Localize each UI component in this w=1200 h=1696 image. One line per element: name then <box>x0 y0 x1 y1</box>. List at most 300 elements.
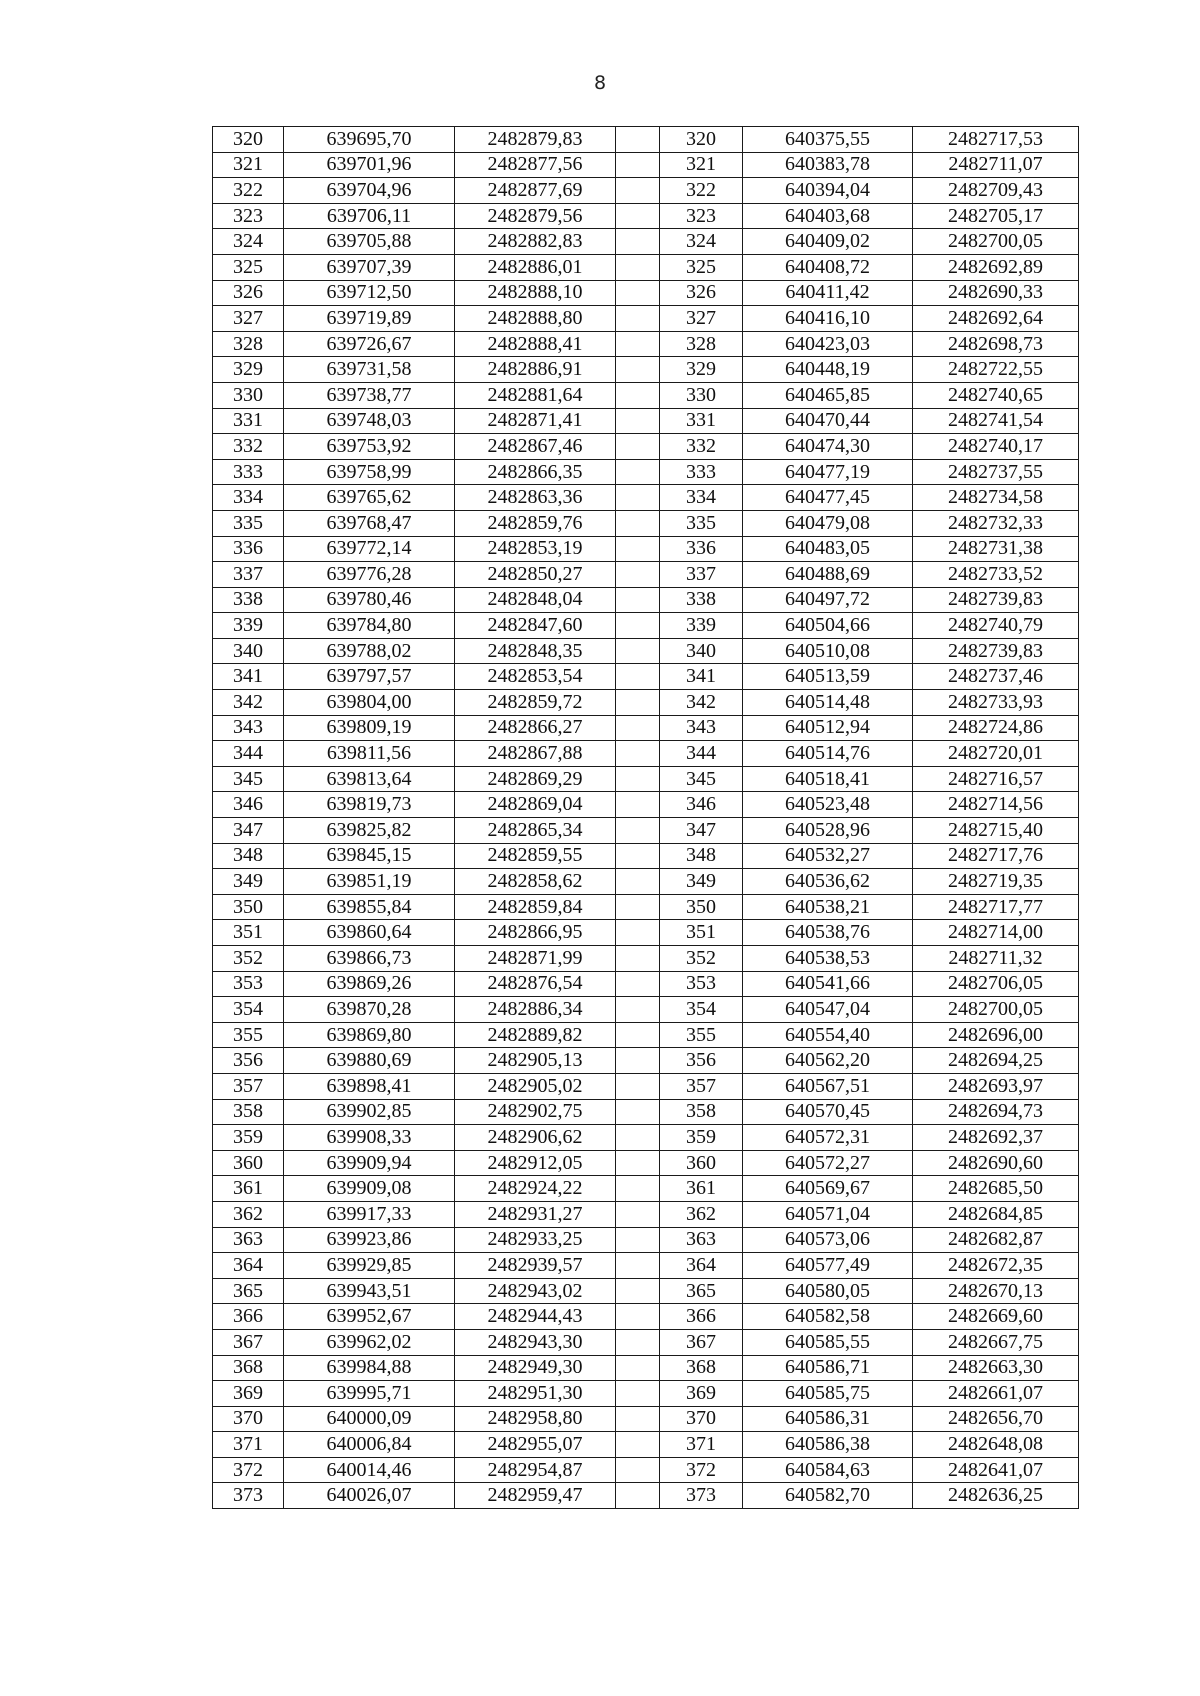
table-row <box>213 1406 1079 1432</box>
point-number-cell: 366 <box>213 1304 284 1330</box>
y-coordinate-cell: 2482867,88 <box>455 741 616 767</box>
point-number-cell: 345 <box>213 766 284 792</box>
x-coordinate-cell: 640572,31 <box>743 1125 913 1151</box>
y-coordinate-cell: 2482731,38 <box>913 536 1079 562</box>
y-coordinate-cell: 2482692,64 <box>913 306 1079 332</box>
table-row <box>213 1253 1079 1279</box>
y-coordinate-cell: 2482706,05 <box>913 971 1079 997</box>
table-row <box>213 843 1079 869</box>
y-coordinate-cell: 2482709,43 <box>913 178 1079 204</box>
blank-cell <box>616 1150 660 1176</box>
y-coordinate-cell: 2482859,76 <box>455 510 616 536</box>
blank-cell <box>616 434 660 460</box>
x-coordinate-cell: 640403,68 <box>743 203 913 229</box>
point-number-cell: 365 <box>213 1278 284 1304</box>
table-row <box>213 1201 1079 1227</box>
y-coordinate-cell: 2482690,33 <box>913 280 1079 306</box>
point-number-cell: 363 <box>660 1227 743 1253</box>
blank-cell <box>616 1201 660 1227</box>
x-coordinate-cell: 640512,94 <box>743 715 913 741</box>
point-number-cell: 346 <box>660 792 743 818</box>
blank-cell <box>616 792 660 818</box>
blank-cell <box>616 178 660 204</box>
x-coordinate-cell: 639952,67 <box>284 1304 455 1330</box>
point-number-cell: 356 <box>660 1048 743 1074</box>
y-coordinate-cell: 2482869,29 <box>455 766 616 792</box>
table-row <box>213 459 1079 485</box>
y-coordinate-cell: 2482667,75 <box>913 1329 1079 1355</box>
y-coordinate-cell: 2482882,83 <box>455 229 616 255</box>
x-coordinate-cell: 639929,85 <box>284 1253 455 1279</box>
y-coordinate-cell: 2482959,47 <box>455 1483 616 1509</box>
y-coordinate-cell: 2482871,41 <box>455 408 616 434</box>
point-number-cell: 360 <box>213 1150 284 1176</box>
x-coordinate-cell: 640488,69 <box>743 562 913 588</box>
point-number-cell: 369 <box>213 1381 284 1407</box>
table-row <box>213 1278 1079 1304</box>
point-number-cell: 326 <box>213 280 284 306</box>
point-number-cell: 347 <box>660 818 743 844</box>
x-coordinate-cell: 640409,02 <box>743 229 913 255</box>
y-coordinate-cell: 2482859,84 <box>455 894 616 920</box>
point-number-cell: 341 <box>213 664 284 690</box>
page-number: 8 <box>593 72 607 94</box>
x-coordinate-cell: 640416,10 <box>743 306 913 332</box>
point-number-cell: 359 <box>660 1125 743 1151</box>
x-coordinate-cell: 640585,75 <box>743 1381 913 1407</box>
y-coordinate-cell: 2482739,83 <box>913 638 1079 664</box>
point-number-cell: 363 <box>213 1227 284 1253</box>
y-coordinate-cell: 2482700,05 <box>913 997 1079 1023</box>
y-coordinate-cell: 2482888,41 <box>455 331 616 357</box>
x-coordinate-cell: 640585,55 <box>743 1329 913 1355</box>
point-number-cell: 364 <box>213 1253 284 1279</box>
table-row <box>213 766 1079 792</box>
table-row <box>213 638 1079 664</box>
point-number-cell: 353 <box>213 971 284 997</box>
point-number-cell: 337 <box>660 562 743 588</box>
point-number-cell: 341 <box>660 664 743 690</box>
x-coordinate-cell: 639705,88 <box>284 229 455 255</box>
x-coordinate-cell: 639706,11 <box>284 203 455 229</box>
point-number-cell: 354 <box>660 997 743 1023</box>
y-coordinate-cell: 2482869,04 <box>455 792 616 818</box>
blank-cell <box>616 1073 660 1099</box>
point-number-cell: 344 <box>213 741 284 767</box>
x-coordinate-cell: 639825,82 <box>284 818 455 844</box>
table-row <box>213 1355 1079 1381</box>
blank-cell <box>616 766 660 792</box>
point-number-cell: 373 <box>213 1483 284 1509</box>
point-number-cell: 371 <box>660 1432 743 1458</box>
x-coordinate-cell: 640383,78 <box>743 152 913 178</box>
table-row <box>213 1048 1079 1074</box>
x-coordinate-cell: 639809,19 <box>284 715 455 741</box>
point-number-cell: 322 <box>660 178 743 204</box>
y-coordinate-cell: 2482951,30 <box>455 1381 616 1407</box>
y-coordinate-cell: 2482933,25 <box>455 1227 616 1253</box>
point-number-cell: 331 <box>213 408 284 434</box>
y-coordinate-cell: 2482741,54 <box>913 408 1079 434</box>
table-row <box>213 1150 1079 1176</box>
y-coordinate-cell: 2482888,10 <box>455 280 616 306</box>
blank-cell <box>616 510 660 536</box>
point-number-cell: 320 <box>660 127 743 153</box>
table-row <box>213 203 1079 229</box>
y-coordinate-cell: 2482905,02 <box>455 1073 616 1099</box>
point-number-cell: 351 <box>660 920 743 946</box>
y-coordinate-cell: 2482694,25 <box>913 1048 1079 1074</box>
y-coordinate-cell: 2482717,76 <box>913 843 1079 869</box>
table-row <box>213 152 1079 178</box>
y-coordinate-cell: 2482724,86 <box>913 715 1079 741</box>
x-coordinate-cell: 640026,07 <box>284 1483 455 1509</box>
y-coordinate-cell: 2482877,56 <box>455 152 616 178</box>
point-number-cell: 332 <box>213 434 284 460</box>
point-number-cell: 369 <box>660 1381 743 1407</box>
x-coordinate-cell: 640532,27 <box>743 843 913 869</box>
x-coordinate-cell: 640580,05 <box>743 1278 913 1304</box>
x-coordinate-cell: 639995,71 <box>284 1381 455 1407</box>
y-coordinate-cell: 2482848,04 <box>455 587 616 613</box>
y-coordinate-cell: 2482694,73 <box>913 1099 1079 1125</box>
point-number-cell: 351 <box>213 920 284 946</box>
x-coordinate-cell: 639860,64 <box>284 920 455 946</box>
blank-cell <box>616 1304 660 1330</box>
point-number-cell: 349 <box>660 869 743 895</box>
x-coordinate-cell: 639870,28 <box>284 997 455 1023</box>
point-number-cell: 368 <box>213 1355 284 1381</box>
point-number-cell: 339 <box>213 613 284 639</box>
x-coordinate-cell: 639804,00 <box>284 690 455 716</box>
x-coordinate-cell: 640538,53 <box>743 946 913 972</box>
y-coordinate-cell: 2482848,35 <box>455 638 616 664</box>
x-coordinate-cell: 640474,30 <box>743 434 913 460</box>
table-row <box>213 690 1079 716</box>
blank-cell <box>616 1227 660 1253</box>
x-coordinate-cell: 640586,38 <box>743 1432 913 1458</box>
y-coordinate-cell: 2482955,07 <box>455 1432 616 1458</box>
point-number-cell: 370 <box>660 1406 743 1432</box>
point-number-cell: 362 <box>213 1201 284 1227</box>
y-coordinate-cell: 2482722,55 <box>913 357 1079 383</box>
x-coordinate-cell: 640523,48 <box>743 792 913 818</box>
blank-cell <box>616 1176 660 1202</box>
y-coordinate-cell: 2482949,30 <box>455 1355 616 1381</box>
y-coordinate-cell: 2482692,37 <box>913 1125 1079 1151</box>
y-coordinate-cell: 2482871,99 <box>455 946 616 972</box>
x-coordinate-cell: 640582,58 <box>743 1304 913 1330</box>
table-row <box>213 818 1079 844</box>
point-number-cell: 348 <box>660 843 743 869</box>
table-row <box>213 306 1079 332</box>
blank-cell <box>616 382 660 408</box>
point-number-cell: 324 <box>660 229 743 255</box>
table-row <box>213 997 1079 1023</box>
point-number-cell: 353 <box>660 971 743 997</box>
blank-cell <box>616 127 660 153</box>
blank-cell <box>616 1355 660 1381</box>
table-row <box>213 1381 1079 1407</box>
y-coordinate-cell: 2482700,05 <box>913 229 1079 255</box>
blank-cell <box>616 638 660 664</box>
blank-cell <box>616 869 660 895</box>
point-number-cell: 321 <box>213 152 284 178</box>
point-number-cell: 368 <box>660 1355 743 1381</box>
point-number-cell: 335 <box>660 510 743 536</box>
point-number-cell: 356 <box>213 1048 284 1074</box>
y-coordinate-cell: 2482877,69 <box>455 178 616 204</box>
table-row <box>213 1073 1079 1099</box>
table-row <box>213 1227 1079 1253</box>
point-number-cell: 346 <box>213 792 284 818</box>
y-coordinate-cell: 2482684,85 <box>913 1201 1079 1227</box>
point-number-cell: 359 <box>213 1125 284 1151</box>
x-coordinate-cell: 639917,33 <box>284 1201 455 1227</box>
y-coordinate-cell: 2482714,56 <box>913 792 1079 818</box>
y-coordinate-cell: 2482737,46 <box>913 664 1079 690</box>
point-number-cell: 328 <box>213 331 284 357</box>
blank-cell <box>616 587 660 613</box>
table-row <box>213 1304 1079 1330</box>
y-coordinate-cell: 2482954,87 <box>455 1457 616 1483</box>
point-number-cell: 342 <box>213 690 284 716</box>
blank-cell <box>616 1022 660 1048</box>
x-coordinate-cell: 639908,33 <box>284 1125 455 1151</box>
point-number-cell: 340 <box>213 638 284 664</box>
x-coordinate-cell: 640571,04 <box>743 1201 913 1227</box>
y-coordinate-cell: 2482867,46 <box>455 434 616 460</box>
x-coordinate-cell: 640483,05 <box>743 536 913 562</box>
table-row <box>213 1125 1079 1151</box>
table-row <box>213 434 1079 460</box>
point-number-cell: 349 <box>213 869 284 895</box>
blank-cell <box>616 485 660 511</box>
point-number-cell: 355 <box>213 1022 284 1048</box>
table-row <box>213 971 1079 997</box>
point-number-cell: 325 <box>213 254 284 280</box>
point-number-cell: 361 <box>213 1176 284 1202</box>
x-coordinate-cell: 639898,41 <box>284 1073 455 1099</box>
x-coordinate-cell: 639768,47 <box>284 510 455 536</box>
y-coordinate-cell: 2482863,36 <box>455 485 616 511</box>
x-coordinate-cell: 640547,04 <box>743 997 913 1023</box>
x-coordinate-cell: 639855,84 <box>284 894 455 920</box>
point-number-cell: 347 <box>213 818 284 844</box>
blank-cell <box>616 1099 660 1125</box>
x-coordinate-cell: 640510,08 <box>743 638 913 664</box>
y-coordinate-cell: 2482672,35 <box>913 1253 1079 1279</box>
table-row <box>213 485 1079 511</box>
blank-cell <box>616 357 660 383</box>
x-coordinate-cell: 640584,63 <box>743 1457 913 1483</box>
y-coordinate-cell: 2482881,64 <box>455 382 616 408</box>
x-coordinate-cell: 640375,55 <box>743 127 913 153</box>
y-coordinate-cell: 2482692,89 <box>913 254 1079 280</box>
blank-cell <box>616 1278 660 1304</box>
x-coordinate-cell: 639869,26 <box>284 971 455 997</box>
y-coordinate-cell: 2482866,35 <box>455 459 616 485</box>
x-coordinate-cell: 640538,76 <box>743 920 913 946</box>
x-coordinate-cell: 639707,39 <box>284 254 455 280</box>
point-number-cell: 334 <box>213 485 284 511</box>
point-number-cell: 327 <box>213 306 284 332</box>
blank-cell <box>616 920 660 946</box>
point-number-cell: 352 <box>660 946 743 972</box>
blank-cell <box>616 1381 660 1407</box>
x-coordinate-cell: 639719,89 <box>284 306 455 332</box>
x-coordinate-cell: 640497,72 <box>743 587 913 613</box>
point-number-cell: 350 <box>213 894 284 920</box>
blank-cell <box>616 894 660 920</box>
blank-cell <box>616 664 660 690</box>
point-number-cell: 357 <box>660 1073 743 1099</box>
table-row <box>213 1329 1079 1355</box>
y-coordinate-cell: 2482889,82 <box>455 1022 616 1048</box>
point-number-cell: 367 <box>213 1329 284 1355</box>
blank-cell <box>616 741 660 767</box>
y-coordinate-cell: 2482905,13 <box>455 1048 616 1074</box>
x-coordinate-cell: 640538,21 <box>743 894 913 920</box>
point-number-cell: 326 <box>660 280 743 306</box>
x-coordinate-cell: 640586,71 <box>743 1355 913 1381</box>
x-coordinate-cell: 640577,49 <box>743 1253 913 1279</box>
table-row <box>213 510 1079 536</box>
table-row <box>213 1176 1079 1202</box>
y-coordinate-cell: 2482711,07 <box>913 152 1079 178</box>
x-coordinate-cell: 639780,46 <box>284 587 455 613</box>
blank-cell <box>616 229 660 255</box>
point-number-cell: 371 <box>213 1432 284 1458</box>
x-coordinate-cell: 640423,03 <box>743 331 913 357</box>
y-coordinate-cell: 2482888,80 <box>455 306 616 332</box>
y-coordinate-cell: 2482850,27 <box>455 562 616 588</box>
y-coordinate-cell: 2482858,62 <box>455 869 616 895</box>
point-number-cell: 330 <box>213 382 284 408</box>
blank-cell <box>616 1253 660 1279</box>
blank-cell <box>616 1329 660 1355</box>
point-number-cell: 329 <box>213 357 284 383</box>
point-number-cell: 345 <box>660 766 743 792</box>
y-coordinate-cell: 2482715,40 <box>913 818 1079 844</box>
x-coordinate-cell: 640541,66 <box>743 971 913 997</box>
point-number-cell: 338 <box>213 587 284 613</box>
y-coordinate-cell: 2482717,77 <box>913 894 1079 920</box>
y-coordinate-cell: 2482732,33 <box>913 510 1079 536</box>
table-row <box>213 1432 1079 1458</box>
x-coordinate-cell: 640586,31 <box>743 1406 913 1432</box>
y-coordinate-cell: 2482847,60 <box>455 613 616 639</box>
x-coordinate-cell: 639726,67 <box>284 331 455 357</box>
y-coordinate-cell: 2482737,55 <box>913 459 1079 485</box>
blank-cell <box>616 843 660 869</box>
point-number-cell: 327 <box>660 306 743 332</box>
point-number-cell: 337 <box>213 562 284 588</box>
x-coordinate-cell: 639758,99 <box>284 459 455 485</box>
point-number-cell: 358 <box>660 1099 743 1125</box>
y-coordinate-cell: 2482693,97 <box>913 1073 1079 1099</box>
y-coordinate-cell: 2482944,43 <box>455 1304 616 1330</box>
x-coordinate-cell: 639943,51 <box>284 1278 455 1304</box>
y-coordinate-cell: 2482670,13 <box>913 1278 1079 1304</box>
blank-cell <box>616 459 660 485</box>
x-coordinate-cell: 639962,02 <box>284 1329 455 1355</box>
y-coordinate-cell: 2482719,35 <box>913 869 1079 895</box>
y-coordinate-cell: 2482714,00 <box>913 920 1079 946</box>
x-coordinate-cell: 639776,28 <box>284 562 455 588</box>
x-coordinate-cell: 639788,02 <box>284 638 455 664</box>
x-coordinate-cell: 640465,85 <box>743 382 913 408</box>
x-coordinate-cell: 640479,08 <box>743 510 913 536</box>
x-coordinate-cell: 640470,44 <box>743 408 913 434</box>
blank-cell <box>616 1432 660 1458</box>
y-coordinate-cell: 2482859,55 <box>455 843 616 869</box>
y-coordinate-cell: 2482739,83 <box>913 587 1079 613</box>
blank-cell <box>616 818 660 844</box>
x-coordinate-cell: 640514,48 <box>743 690 913 716</box>
y-coordinate-cell: 2482853,54 <box>455 664 616 690</box>
y-coordinate-cell: 2482886,91 <box>455 357 616 383</box>
x-coordinate-cell: 639866,73 <box>284 946 455 972</box>
y-coordinate-cell: 2482734,58 <box>913 485 1079 511</box>
blank-cell <box>616 1406 660 1432</box>
x-coordinate-cell: 640477,19 <box>743 459 913 485</box>
x-coordinate-cell: 640477,45 <box>743 485 913 511</box>
x-coordinate-cell: 639923,86 <box>284 1227 455 1253</box>
point-number-cell: 321 <box>660 152 743 178</box>
x-coordinate-cell: 640513,59 <box>743 664 913 690</box>
point-number-cell: 329 <box>660 357 743 383</box>
point-number-cell: 336 <box>213 536 284 562</box>
table-row <box>213 229 1079 255</box>
x-coordinate-cell: 640573,06 <box>743 1227 913 1253</box>
blank-cell <box>616 203 660 229</box>
y-coordinate-cell: 2482682,87 <box>913 1227 1079 1253</box>
x-coordinate-cell: 639748,03 <box>284 408 455 434</box>
point-number-cell: 324 <box>213 229 284 255</box>
x-coordinate-cell: 639902,85 <box>284 1099 455 1125</box>
blank-cell <box>616 715 660 741</box>
y-coordinate-cell: 2482716,57 <box>913 766 1079 792</box>
table-row <box>213 280 1079 306</box>
y-coordinate-cell: 2482656,70 <box>913 1406 1079 1432</box>
table-row <box>213 1022 1079 1048</box>
y-coordinate-cell: 2482865,34 <box>455 818 616 844</box>
blank-cell <box>616 306 660 332</box>
x-coordinate-cell: 639695,70 <box>284 127 455 153</box>
blank-cell <box>616 1048 660 1074</box>
table-row <box>213 408 1079 434</box>
table-row <box>213 587 1079 613</box>
x-coordinate-cell: 639701,96 <box>284 152 455 178</box>
y-coordinate-cell: 2482886,01 <box>455 254 616 280</box>
x-coordinate-cell: 639738,77 <box>284 382 455 408</box>
table-row <box>213 664 1079 690</box>
y-coordinate-cell: 2482717,53 <box>913 127 1079 153</box>
coordinates-table <box>212 126 1079 1509</box>
x-coordinate-cell: 640567,51 <box>743 1073 913 1099</box>
point-number-cell: 350 <box>660 894 743 920</box>
x-coordinate-cell: 639772,14 <box>284 536 455 562</box>
y-coordinate-cell: 2482636,25 <box>913 1483 1079 1509</box>
point-number-cell: 367 <box>660 1329 743 1355</box>
point-number-cell: 331 <box>660 408 743 434</box>
y-coordinate-cell: 2482648,08 <box>913 1432 1079 1458</box>
y-coordinate-cell: 2482939,57 <box>455 1253 616 1279</box>
y-coordinate-cell: 2482711,32 <box>913 946 1079 972</box>
x-coordinate-cell: 640411,42 <box>743 280 913 306</box>
blank-cell <box>616 1457 660 1483</box>
